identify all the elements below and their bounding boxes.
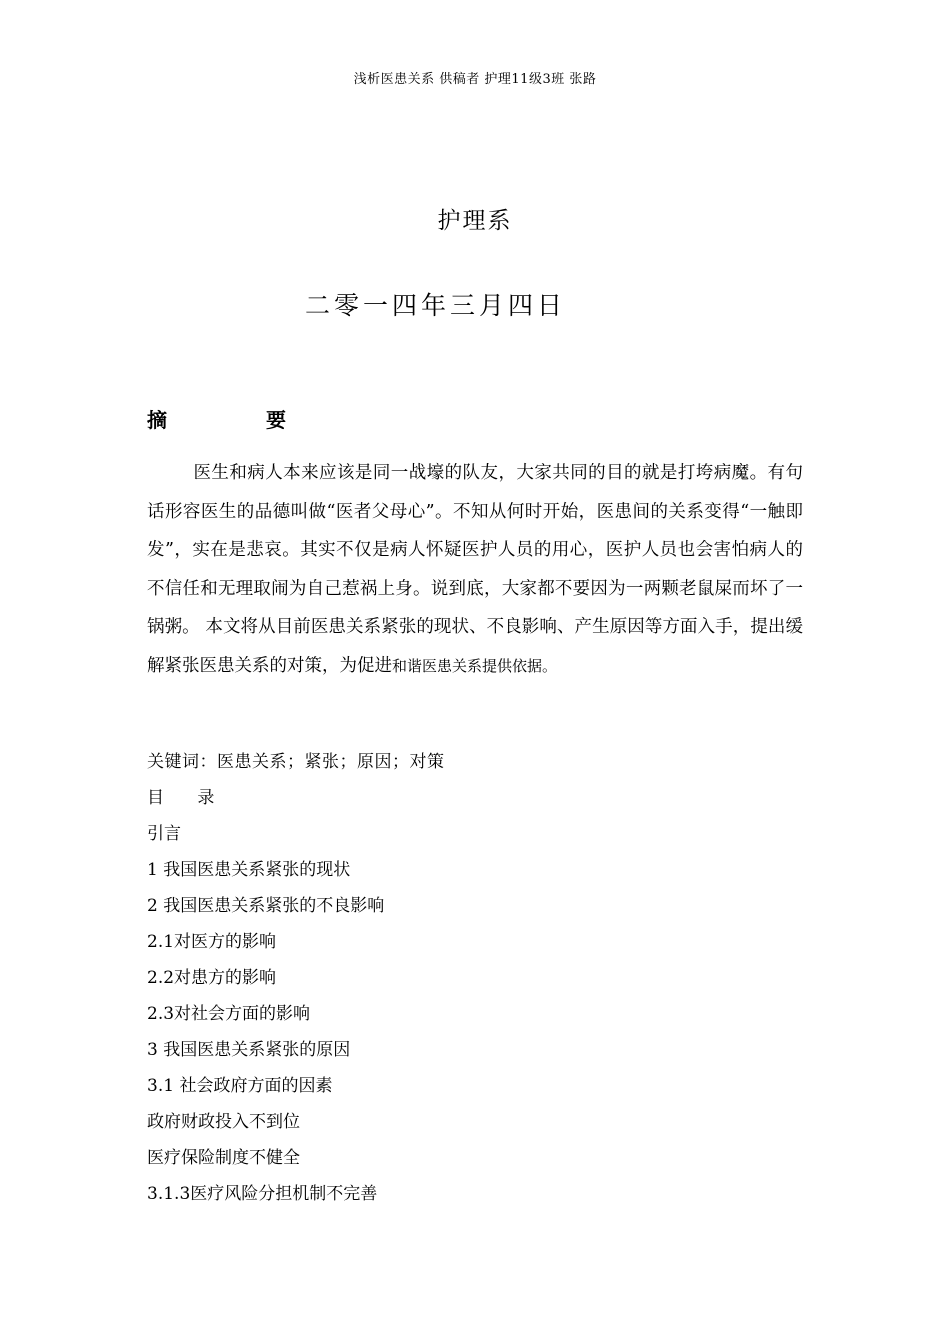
toc-title: 目 录 [147, 788, 229, 808]
abstract-paragraph [147, 454, 803, 685]
toc-item[interactable]: 3.1.3医疗风险分担机制不完善 [147, 1184, 378, 1204]
toc-item[interactable]: 引言 [147, 824, 181, 844]
document-date: 二零一四年三月四日 [305, 291, 567, 320]
toc-item[interactable]: 医疗保险制度不健全 [147, 1148, 300, 1168]
toc-item[interactable]: 2 我国医患关系紧张的不良影响 [147, 896, 385, 916]
toc-item[interactable]: 政府财政投入不到位 [147, 1112, 300, 1132]
abstract-heading: 摘 要 [147, 408, 332, 432]
table-of-contents [147, 744, 807, 1212]
abstract-text-tail: 和谐医患关系提供依据。 [392, 656, 558, 675]
toc-item[interactable]: 2.2对患方的影响 [147, 968, 277, 988]
page-header: 浅析医患关系 供稿者 护理11级3班 张路 [353, 72, 597, 87]
toc-item[interactable]: 3.1 社会政府方面的因素 [147, 1076, 333, 1096]
toc-item[interactable]: 2.3对社会方面的影响 [147, 1004, 311, 1024]
abstract-text: 医生和病人本来应该是同一战壕的队友，大家共同的目的就是打垮病魔。有句话形容医生的品德叫做“医者父母心”。不知从何时开始，医患间的关系变得“一触即发”，实在是悲哀。其实不仅是病人怀疑医护人员的用心，医护人员也会害怕病人的不信任和无理取闹为自己惹祸上身。说到底，大家都不要因为一两颗老鼠屎而坏了一锅粥。 本文将从目前医患关系紧张的现状、不良影响、产生原因等方面入手，提出缓解紧张医患关系的对策，为促进 [147, 463, 803, 676]
toc-item[interactable]: 3 我国医患关系紧张的原因 [147, 1040, 351, 1060]
toc-item[interactable]: 1 我国医患关系紧张的现状 [147, 860, 351, 880]
department-title: 护理系 [437, 208, 513, 234]
toc-item[interactable]: 2.1对医方的影响 [147, 932, 277, 952]
keywords-line: 关键词：医患关系；紧张；原因；对策 [147, 752, 445, 772]
